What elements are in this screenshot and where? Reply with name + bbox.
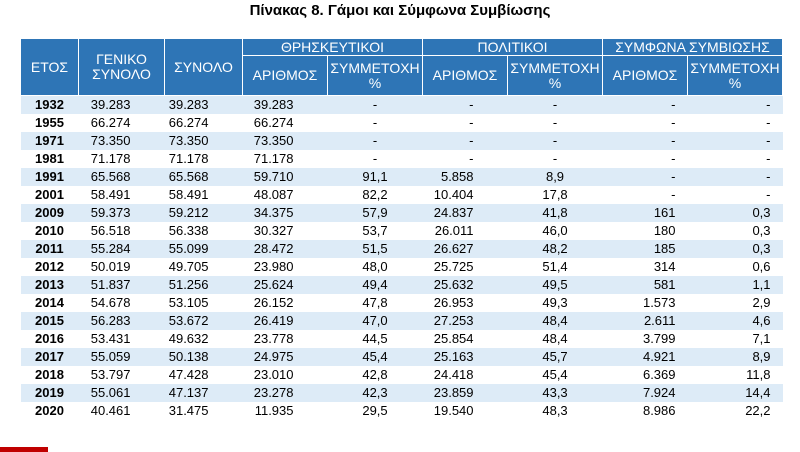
header-cohabitation: ΣΥΜΦΩΝΑ ΣΥΜΒΙΩΣΗΣ [603, 39, 783, 56]
cell-cohabitation-share: 8,9 [688, 348, 783, 366]
cell-grand-total: 59.373 [79, 204, 165, 222]
header-number: ΑΡΙΘΜΟΣ [243, 56, 328, 96]
cell-cohabitation-share: 0,6 [688, 258, 783, 276]
cell-year: 2012 [21, 258, 79, 276]
cell-religious-number: 48.087 [243, 186, 328, 204]
cell-year: 2017 [21, 348, 79, 366]
cell-grand-total: 55.284 [79, 240, 165, 258]
cell-year: 1955 [21, 114, 79, 132]
cell-grand-total: 40.461 [79, 402, 165, 420]
cell-total: 71.178 [165, 150, 243, 168]
cell-year: 1991 [21, 168, 79, 186]
cell-total: 56.338 [165, 222, 243, 240]
cell-civil-share: 48,3 [508, 402, 603, 420]
table-row [21, 186, 783, 204]
cell-cohabitation-share: - [688, 168, 783, 186]
cell-civil-share: 48,4 [508, 312, 603, 330]
cell-cohabitation-share: - [688, 96, 783, 115]
cell-total: 51.256 [165, 276, 243, 294]
cell-total: 50.138 [165, 348, 243, 366]
cell-grand-total: 39.283 [79, 96, 165, 115]
table-row [21, 402, 783, 420]
cell-religious-share: - [328, 132, 423, 150]
cell-year: 2019 [21, 384, 79, 402]
cell-religious-share: 49,4 [328, 276, 423, 294]
table-row [21, 204, 783, 222]
cell-grand-total: 55.059 [79, 348, 165, 366]
cell-civil-share: - [508, 114, 603, 132]
cell-religious-number: 34.375 [243, 204, 328, 222]
cell-cohabitation-share: 2,9 [688, 294, 783, 312]
cell-cohabitation-number: 8.986 [603, 402, 688, 420]
cell-grand-total: 73.350 [79, 132, 165, 150]
cell-religious-number: 73.350 [243, 132, 328, 150]
cell-civil-share: 8,9 [508, 168, 603, 186]
cell-grand-total: 51.837 [79, 276, 165, 294]
cell-civil-number: 26.011 [423, 222, 508, 240]
cell-total: 65.568 [165, 168, 243, 186]
cell-religious-share: 48,0 [328, 258, 423, 276]
cell-civil-number: 23.859 [423, 384, 508, 402]
table-row [21, 222, 783, 240]
cell-civil-number: 25.632 [423, 276, 508, 294]
cell-civil-share: 49,3 [508, 294, 603, 312]
cell-grand-total: 53.431 [79, 330, 165, 348]
cell-grand-total: 55.061 [79, 384, 165, 402]
cell-civil-share: 48,2 [508, 240, 603, 258]
cell-civil-number: 25.163 [423, 348, 508, 366]
cell-year: 2009 [21, 204, 79, 222]
cell-cohabitation-share: 0,3 [688, 204, 783, 222]
cell-year: 2010 [21, 222, 79, 240]
header-civil: ΠΟΛΙΤΙΚΟΙ [423, 39, 603, 56]
cell-civil-share: 51,4 [508, 258, 603, 276]
cell-cohabitation-number: 314 [603, 258, 688, 276]
cell-total: 58.491 [165, 186, 243, 204]
header-grand-total: ΓΕΝΙΚΟ ΣΥΝΟΛΟ [79, 39, 165, 96]
cell-cohabitation-number: 161 [603, 204, 688, 222]
cell-civil-share: 41,8 [508, 204, 603, 222]
cell-year: 2020 [21, 402, 79, 420]
cell-civil-number: - [423, 114, 508, 132]
cell-civil-share: 45,7 [508, 348, 603, 366]
cell-grand-total: 71.178 [79, 150, 165, 168]
cell-total: 55.099 [165, 240, 243, 258]
cell-cohabitation-number: 4.921 [603, 348, 688, 366]
cell-year: 1971 [21, 132, 79, 150]
cell-religious-share: 29,5 [328, 402, 423, 420]
cell-civil-share: - [508, 132, 603, 150]
table-row [21, 294, 783, 312]
cell-religious-number: 59.710 [243, 168, 328, 186]
cell-grand-total: 65.568 [79, 168, 165, 186]
cell-cohabitation-number: - [603, 168, 688, 186]
cell-religious-number: 25.624 [243, 276, 328, 294]
cell-religious-share: 45,4 [328, 348, 423, 366]
cell-civil-number: 26.953 [423, 294, 508, 312]
cell-cohabitation-share: - [688, 114, 783, 132]
cell-year: 2001 [21, 186, 79, 204]
cell-civil-number: 26.627 [423, 240, 508, 258]
cell-civil-number: - [423, 150, 508, 168]
table-row [21, 168, 783, 186]
table-title: Πίνακας 8. Γάμοι και Σύμφωνα Συμβίωσης [249, 2, 551, 19]
cell-religious-number: 11.935 [243, 402, 328, 420]
cell-religious-share: 82,2 [328, 186, 423, 204]
table-row [21, 240, 783, 258]
red-corner-mark [0, 447, 48, 452]
cell-year: 2018 [21, 366, 79, 384]
cell-cohabitation-number: - [603, 186, 688, 204]
cell-total: 73.350 [165, 132, 243, 150]
cell-cohabitation-number: 2.611 [603, 312, 688, 330]
header-share: ΣΥΜΜΕΤΟΧΗ % [688, 56, 783, 96]
cell-total: 53.105 [165, 294, 243, 312]
header-total: ΣΥΝΟΛΟ [165, 39, 243, 96]
cell-religious-number: 23.010 [243, 366, 328, 384]
cell-grand-total: 66.274 [79, 114, 165, 132]
cell-religious-share: 57,9 [328, 204, 423, 222]
cell-total: 53.672 [165, 312, 243, 330]
header-share: ΣΥΜΜΕΤΟΧΗ % [328, 56, 423, 96]
table-row [21, 258, 783, 276]
cell-religious-number: 28.472 [243, 240, 328, 258]
cell-cohabitation-share: 14,4 [688, 384, 783, 402]
cell-religious-share: 42,8 [328, 366, 423, 384]
cell-civil-share: 45,4 [508, 366, 603, 384]
cell-religious-number: 30.327 [243, 222, 328, 240]
cell-cohabitation-share: 4,6 [688, 312, 783, 330]
cell-total: 31.475 [165, 402, 243, 420]
cell-cohabitation-number: - [603, 114, 688, 132]
cell-religious-number: 26.152 [243, 294, 328, 312]
cell-religious-share: - [328, 96, 423, 115]
cell-cohabitation-share: 0,3 [688, 240, 783, 258]
cell-total: 47.137 [165, 384, 243, 402]
cell-cohabitation-number: 3.799 [603, 330, 688, 348]
cell-civil-share: 48,4 [508, 330, 603, 348]
cell-grand-total: 56.283 [79, 312, 165, 330]
cell-civil-number: 24.837 [423, 204, 508, 222]
table-row [21, 276, 783, 294]
cell-civil-number: 24.418 [423, 366, 508, 384]
table-row [21, 114, 783, 132]
cell-year: 2013 [21, 276, 79, 294]
cell-civil-number: - [423, 96, 508, 115]
header-share: ΣΥΜΜΕΤΟΧΗ % [508, 56, 603, 96]
cell-civil-share: - [508, 150, 603, 168]
header-number: ΑΡΙΘΜΟΣ [603, 56, 688, 96]
cell-year: 2015 [21, 312, 79, 330]
cell-cohabitation-share: 1,1 [688, 276, 783, 294]
cell-grand-total: 54.678 [79, 294, 165, 312]
header-number: ΑΡΙΘΜΟΣ [423, 56, 508, 96]
cell-year: 1932 [21, 96, 79, 115]
table-row [21, 150, 783, 168]
cell-cohabitation-number: 185 [603, 240, 688, 258]
cell-grand-total: 53.797 [79, 366, 165, 384]
cell-cohabitation-share: - [688, 186, 783, 204]
cell-religious-number: 71.178 [243, 150, 328, 168]
cell-grand-total: 50.019 [79, 258, 165, 276]
cell-civil-share: - [508, 96, 603, 115]
cell-total: 66.274 [165, 114, 243, 132]
cell-cohabitation-number: - [603, 150, 688, 168]
cell-cohabitation-number: 581 [603, 276, 688, 294]
cell-cohabitation-share: - [688, 150, 783, 168]
cell-cohabitation-number: 7.924 [603, 384, 688, 402]
cell-religious-number: 23.778 [243, 330, 328, 348]
cell-cohabitation-number: 1.573 [603, 294, 688, 312]
cell-religious-share: 51,5 [328, 240, 423, 258]
cell-civil-number: 5.858 [423, 168, 508, 186]
cell-total: 59.212 [165, 204, 243, 222]
cell-civil-number: - [423, 132, 508, 150]
cell-civil-share: 17,8 [508, 186, 603, 204]
cell-religious-share: 47,0 [328, 312, 423, 330]
cell-cohabitation-number: 180 [603, 222, 688, 240]
cell-cohabitation-number: - [603, 96, 688, 115]
cell-civil-number: 10.404 [423, 186, 508, 204]
cell-religious-number: 26.419 [243, 312, 328, 330]
cell-cohabitation-share: 0,3 [688, 222, 783, 240]
table-row [21, 330, 783, 348]
cell-religious-number: 24.975 [243, 348, 328, 366]
cell-year: 1981 [21, 150, 79, 168]
cell-civil-share: 43,3 [508, 384, 603, 402]
cell-cohabitation-share: 22,2 [688, 402, 783, 420]
table-row [21, 366, 783, 384]
cell-year: 2014 [21, 294, 79, 312]
cell-civil-share: 46,0 [508, 222, 603, 240]
cell-total: 49.632 [165, 330, 243, 348]
table-body [21, 96, 783, 421]
cell-cohabitation-share: 11,8 [688, 366, 783, 384]
cell-civil-number: 25.854 [423, 330, 508, 348]
cell-total: 49.705 [165, 258, 243, 276]
cell-religious-share: - [328, 114, 423, 132]
cell-religious-number: 66.274 [243, 114, 328, 132]
cell-religious-number: 23.278 [243, 384, 328, 402]
cell-cohabitation-share: 7,1 [688, 330, 783, 348]
cell-cohabitation-share: - [688, 132, 783, 150]
cell-religious-share: 47,8 [328, 294, 423, 312]
cell-civil-share: 49,5 [508, 276, 603, 294]
cell-cohabitation-number: 6.369 [603, 366, 688, 384]
marriages-table [20, 38, 783, 420]
cell-religious-share: 53,7 [328, 222, 423, 240]
cell-religious-number: 23.980 [243, 258, 328, 276]
cell-cohabitation-number: - [603, 132, 688, 150]
cell-religious-share: 91,1 [328, 168, 423, 186]
cell-grand-total: 56.518 [79, 222, 165, 240]
table-row [21, 384, 783, 402]
cell-civil-number: 19.540 [423, 402, 508, 420]
cell-religious-share: 42,3 [328, 384, 423, 402]
table-row [21, 312, 783, 330]
table-row [21, 132, 783, 150]
cell-civil-number: 25.725 [423, 258, 508, 276]
cell-total: 47.428 [165, 366, 243, 384]
table-row [21, 96, 783, 115]
cell-year: 2011 [21, 240, 79, 258]
header-year: ΕΤΟΣ [21, 39, 79, 96]
cell-religious-share: 44,5 [328, 330, 423, 348]
table-row [21, 348, 783, 366]
cell-civil-number: 27.253 [423, 312, 508, 330]
cell-total: 39.283 [165, 96, 243, 115]
cell-religious-share: - [328, 150, 423, 168]
header-religious: ΘΡΗΣΚΕΥΤΙΚΟΙ [243, 39, 423, 56]
cell-year: 2016 [21, 330, 79, 348]
cell-grand-total: 58.491 [79, 186, 165, 204]
cell-religious-number: 39.283 [243, 96, 328, 115]
